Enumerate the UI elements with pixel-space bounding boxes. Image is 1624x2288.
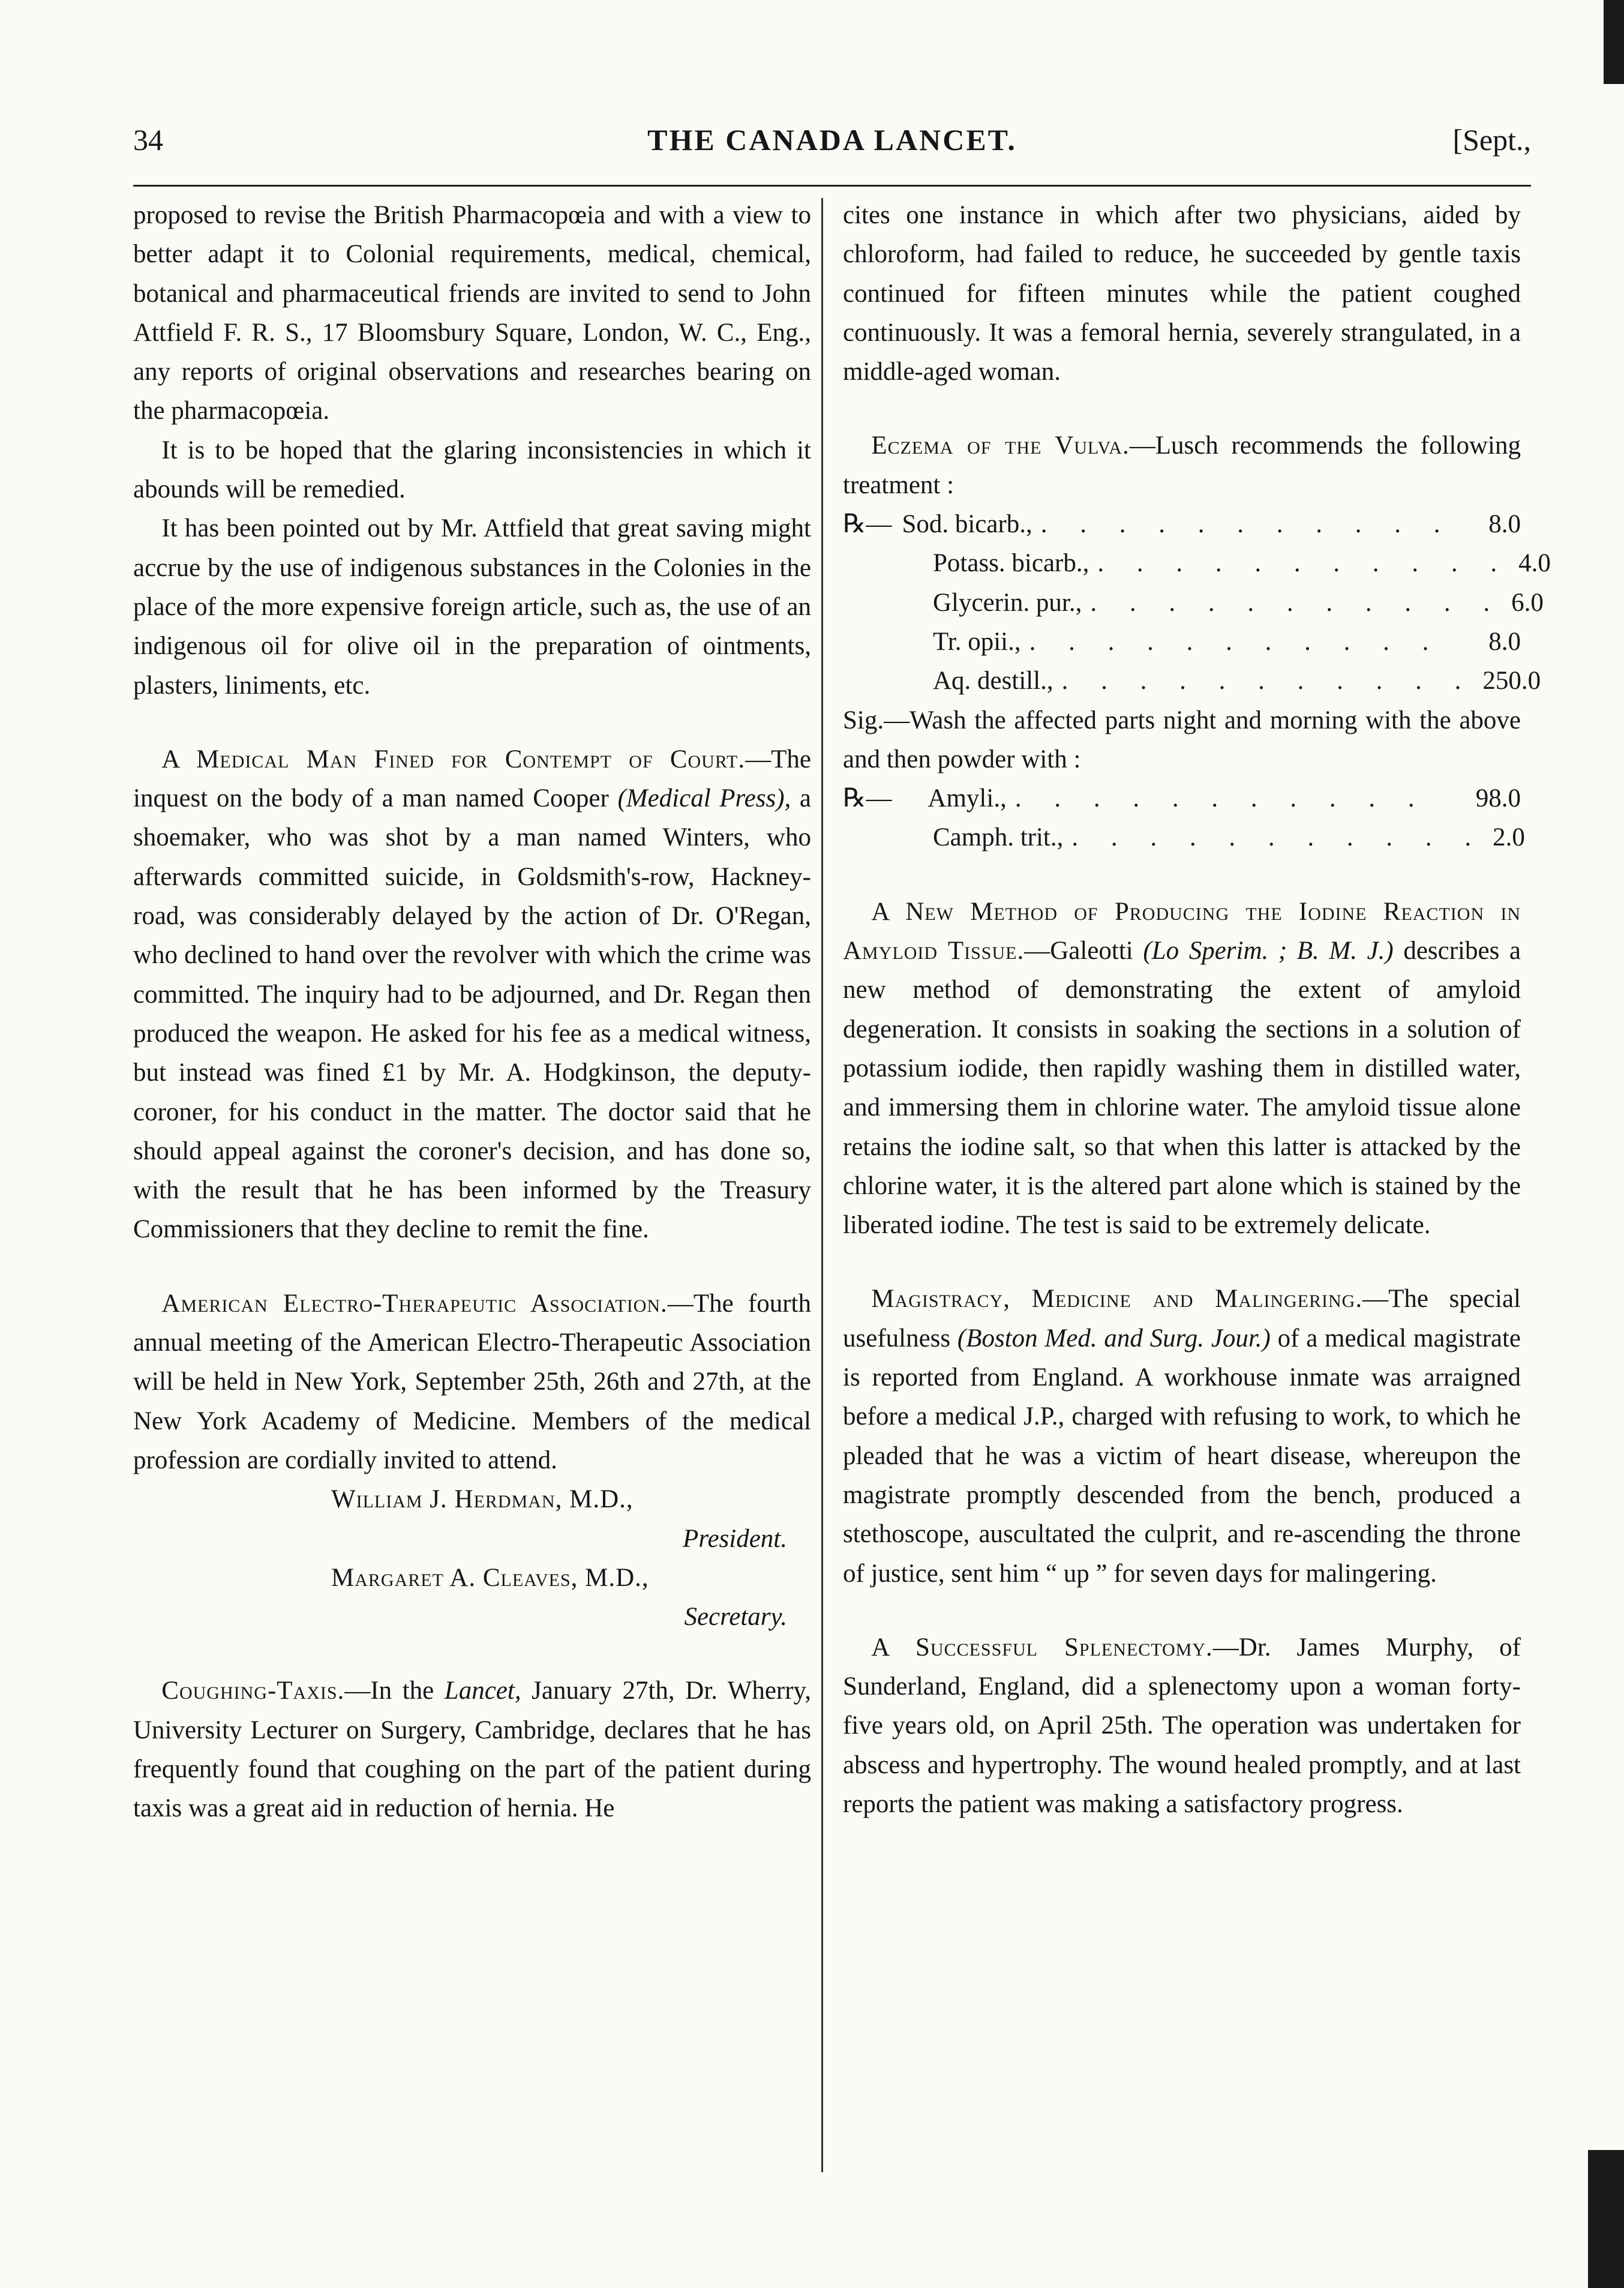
right-column xyxy=(843,196,1551,1824)
association-article: American Electro-Therapeutic Association.—The fourth annual meeting of the American Electro-Therapeutic Association will be held in New York, September 25th, 26th and 27th, at the New York Academy of Medicine. Members of the medical profession are cordially invited to attend. xyxy=(133,1289,811,1474)
coughing-article: Coughing-Taxis.—In the Lancet, January 27th, Dr. Wherry, University Lecturer on Surgery, Cambridge, declares that he has frequently found that coughing on the part of the patient during taxis was a great aid in reduction of hernia. He xyxy=(133,1677,811,1823)
signa-instructions: Sig.—Wash the affected parts night and morning with the above and then powder with : xyxy=(843,706,1521,773)
association-heading: American Electro-Therapeutic Association. xyxy=(161,1289,668,1318)
pharmacopoeia-paragraph: proposed to revise the British Pharmacopœia and with a view to better adapt it to Colonial requirements, medical, chemical, botanical and pharmaceutical friends are invited to send to John Attfield F. R. S., 17 Bloomsbury Square, London, W. C., Eng., any reports of original observations and researches bearing on the pharmacopœia. xyxy=(133,201,811,425)
fined-citation: (Medical Press), xyxy=(617,784,791,813)
prescription-1 xyxy=(843,505,1551,700)
rx1-row: ℞— Sod. bicarb., . . . . . . . . . . . 8.0 xyxy=(843,505,1521,544)
rx2-row: ℞— Amyli., . . . . . . . . . . . 98.0 xyxy=(843,779,1521,818)
eczema-heading: Eczema of the Vulva. xyxy=(871,431,1130,460)
signature-president-role: President. xyxy=(683,1524,787,1553)
magistracy-article: Magistracy, Medicine and Malingering.—The special usefulness (Boston Med. and Surg. Jour.) of a medical magistrate is reported from England. A workhouse inmate was arraigned before a medical J.P., charged with refusing to work, to which he pleaded that he was a victim of heart disease, whereupon the magistrate promptly descended from the bench, produced a stethoscope, auscultated the culprit, and re-ascending the throne of justice, sent him “ up ” for seven days for malingering. xyxy=(843,1285,1521,1588)
header-month: [Sept., xyxy=(1452,123,1531,157)
signature-secretary-name: Margaret A. Cleaves, M.D., xyxy=(331,1563,649,1592)
signatures xyxy=(331,1480,811,1636)
iodine-citation: (Lo Sperim. ; B. M. J.) xyxy=(1143,937,1394,965)
eczema-article: Eczema of the Vulva.—Lusch recommends the following treatment : xyxy=(843,431,1521,499)
rx1-row: Potass. bicarb., . . . . . . . . . . . 4.0 xyxy=(933,549,1551,578)
prescription-2 xyxy=(843,779,1525,857)
iodine-article: A New Method of Producing the Iodine Reaction in Amyloid Tissue.—Galeotti (Lo Sperim. ; B. M. J.) describes a new method of demonstrating the extent of amyloid degeneration. It consists in soaking the sections in a solution of potassium iodide, then rapidly washing them in distilled water, and immersing them in chlorine water. The amyloid tissue alone retains the iodine salt, so that when this latter is attacked by the chlorine water, it is the altered part alone which is stained by the liberated iodine. The test is said to be extremely delicate. xyxy=(843,897,1521,1240)
iodine-heading: A New Method of Producing the Iodine Reaction in Amyloid Tissue. xyxy=(843,897,1521,965)
recipe-symbol: ℞— xyxy=(843,510,892,539)
scan-edge-top xyxy=(1604,0,1624,84)
coughing-citation: Lancet, xyxy=(444,1677,521,1705)
magistracy-heading: Magistracy, Medicine and Malingering. xyxy=(871,1285,1363,1314)
rx1-row: Glycerin. pur., . . . . . . . . . . . 6.0 xyxy=(933,588,1544,617)
coughing-heading: Coughing-Taxis. xyxy=(161,1677,345,1705)
splenectomy-article: A Successful Splenectomy.—Dr. James Murphy, of Sunderland, England, did a splenectomy upon a woman forty-five years old, on April 25th. The operation was undertaken for abscess and hypertrophy. The wound healed promptly, and at last reports the patient was making a satisfactory progress. xyxy=(843,1633,1521,1818)
signature-secretary-role: Secretary. xyxy=(684,1603,787,1632)
page-header xyxy=(133,122,1531,170)
fined-heading: A Medical Man Fined for Contempt of Court. xyxy=(161,745,746,773)
left-column xyxy=(133,196,811,1828)
column-divider xyxy=(821,198,823,2172)
rx1-row: Tr. opii., . . . . . . . . . . . 8.0 xyxy=(933,627,1521,656)
indigenous-paragraph: It has been pointed out by Mr. Attfield that great saving might accrue by the use of indigenous substances in the Colonies in the place of the more expensive foreign article, such as, the use of an indigenous oil for olive oil in the preparation of ointments, plasters, liniments, etc. xyxy=(133,514,811,700)
splenectomy-heading: A Successful Splenectomy. xyxy=(871,1633,1213,1662)
journal-title: THE CANADA LANCET. xyxy=(647,123,1017,157)
signature-president-name: William J. Herdman, M.D., xyxy=(331,1485,634,1514)
fined-article: A Medical Man Fined for Contempt of Court.—The inquest on the body of a man named Cooper (Medical Press), a shoemaker, who was shot by a man named Winters, who afterwards committed suicide, in Goldsmith's-row, Hackney-road, was considerably delayed by the action of Dr. O'Regan, who declined to hand over the revolver with which the crime was committed. The inquiry had to be adjourned, and Dr. Regan then produced the weapon. He asked for his fee as a medical witness, but instead was fined £1 by Mr. A. Hodgkinson, the deputy-coroner, for his conduct in the matter. The doctor said that he should appeal against the coroner's decision, and has done so, with the result that he has been informed by the Treasury Commissioners that they decline to remit the fine. xyxy=(133,745,811,1244)
magistracy-citation: (Boston Med. and Surg. Jour.) xyxy=(957,1324,1271,1353)
inconsistencies-paragraph: It is to be hoped that the glaring inconsistencies in which it abounds will be remedied. xyxy=(133,436,811,504)
scan-edge-bottom xyxy=(1588,2150,1624,2288)
hernia-continuation: cites one instance in which after two physicians, aided by chloroform, had failed to reduce, he succeeded by gentle taxis continued for fifteen minutes while the patient coughed continuously. It was a femoral hernia, severely strangulated, in a middle-aged woman. xyxy=(843,201,1521,386)
recipe-symbol: ℞— xyxy=(843,784,892,813)
page-number: 34 xyxy=(133,123,163,157)
rx2-row: Camph. trit., . . . . . . . . . . . 2.0 xyxy=(933,823,1525,852)
header-rule xyxy=(133,185,1531,187)
rx1-row: Aq. destill., . . . . . . . . . . . 250.0 xyxy=(933,667,1541,695)
